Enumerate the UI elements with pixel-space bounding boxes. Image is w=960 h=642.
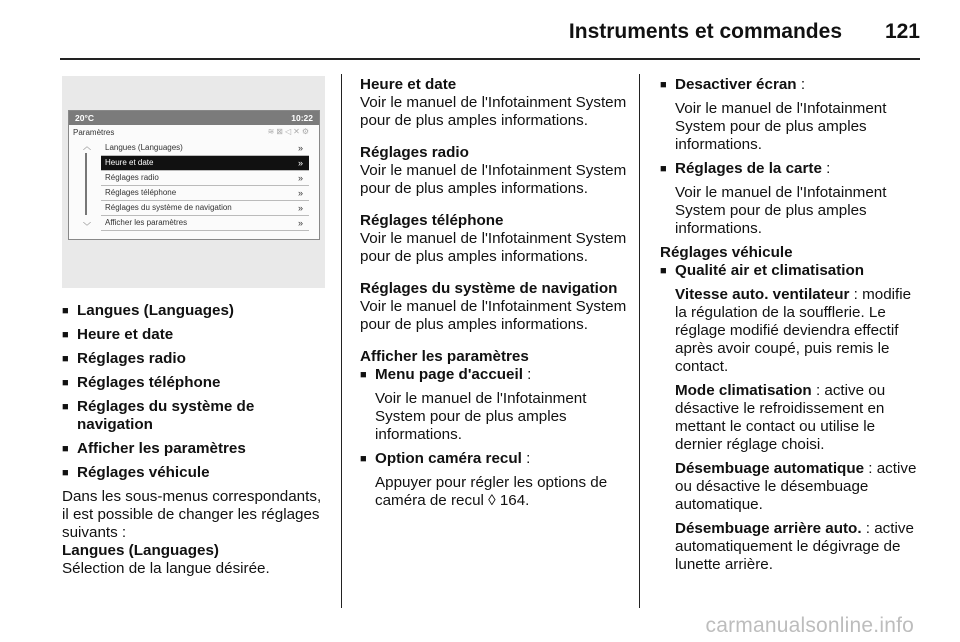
section-text: Voir le manuel de l'Infotainment System pour de plus amples informations.: [360, 162, 627, 197]
section-heading: Réglages véhicule: [660, 244, 793, 261]
menu-item[interactable]: [101, 216, 309, 231]
bullet-desc: Voir le manuel de l'Infotainment System pour de plus amples informations.: [675, 184, 887, 237]
section: [360, 280, 628, 334]
bullet-text: Réglages du système de navigation: [77, 398, 255, 433]
bullet-item: [62, 326, 326, 344]
chevron-right-icon: »: [297, 203, 303, 213]
menu-item-label: Afficher les paramètres: [105, 218, 188, 227]
setting-name: Mode climatisation: [675, 382, 812, 399]
menu-item-label: Réglages téléphone: [105, 188, 177, 197]
section-heading: Afficher les paramètres: [360, 348, 529, 365]
bullet-item: [62, 398, 326, 434]
menu-item[interactable]: [101, 201, 309, 216]
wifi-icon: ≋: [267, 127, 277, 136]
bullet-text: Réglages véhicule: [77, 464, 210, 481]
chevron-up-icon[interactable]: ︿: [83, 142, 91, 151]
volume-icon: ◁: [284, 127, 294, 136]
menu-item-label: Langues (Languages): [105, 143, 183, 152]
bullet-item: ■ Option caméra recul : Appuyer pour régler les options de caméra de recul ◊ 164.: [360, 450, 628, 510]
setting-name: Désembuage automatique: [675, 460, 865, 477]
bullet-item: [62, 350, 326, 368]
section: [360, 76, 628, 130]
chevron-right-icon: »: [297, 218, 303, 228]
header-rule: [60, 58, 920, 60]
setting-text: active automatiquement le dégivrage de lunette arrière.: [675, 520, 914, 573]
setting-entry: Désembuage automatique : active ou désactive le désembuage automatique.: [675, 460, 917, 513]
bullet-item: [62, 464, 326, 482]
chevron-right-icon: »: [297, 143, 303, 153]
settings-menu-list: [101, 141, 309, 231]
chevron-right-icon: »: [297, 173, 303, 183]
header-title: Instruments et commandes: [568, 20, 842, 43]
section: [360, 144, 628, 198]
section-text: Sélection de la langue désirée.: [62, 560, 270, 577]
setting-entry: Désembuage arrière auto. : active automatiquement le dégivrage de lunette arrière.: [675, 520, 914, 573]
setting-text: modifie la régulation de la soufflerie. Le réglage modifié deviendra effectif après avoir coupé, puis remis le contact.: [675, 286, 912, 375]
bullet-item: ■ Menu page d'accueil : Voir le manuel de l'Infotainment System pour de plus amples informations.: [360, 366, 628, 444]
settings-icon: ⚙: [301, 127, 311, 136]
column-divider: [341, 74, 342, 608]
bullet-item: [62, 302, 326, 320]
bluetooth-icon: ✕: [293, 127, 302, 136]
chevron-right-icon: »: [297, 188, 303, 198]
section-heading: Réglages téléphone: [360, 212, 504, 229]
menu-item[interactable]: [101, 171, 309, 186]
page-number: 121: [884, 20, 920, 43]
signal-icon: ⊠: [276, 127, 285, 136]
setting-entry: Mode climatisation : active ou désactive le refroidissement en mettant le contact ou utilise le dernier réglage choisi.: [675, 382, 886, 453]
page-header: [0, 0, 960, 60]
bullet-item: [660, 262, 926, 574]
bullet-desc: Voir le manuel de l'Infotainment System pour de plus amples informations.: [675, 100, 887, 153]
temperature-readout: 20°C: [75, 113, 94, 123]
section-heading: Réglages radio: [360, 144, 469, 161]
menu-item[interactable]: [101, 186, 309, 201]
bullet-title: Réglages de la carte: [675, 160, 822, 177]
column-1: [62, 302, 326, 578]
screen-scrollbar[interactable]: [83, 141, 89, 237]
infotainment-screen: [68, 110, 320, 240]
status-icons: [268, 127, 311, 136]
section-heading: Réglages du système de navigation: [360, 280, 618, 297]
setting-text: active ou désactive le refroidissement en mettant le contact ou utilise le dernier réglage choisi.: [675, 382, 886, 453]
bullet-text: Réglages téléphone: [77, 374, 221, 391]
chevron-right-icon: »: [297, 158, 303, 168]
bullet-title: Qualité air et climatisation: [675, 262, 865, 279]
column-2: [360, 76, 628, 516]
bullet-text: Afficher les paramètres: [77, 440, 246, 457]
bullet-item: [62, 440, 326, 458]
scrollbar-track[interactable]: [85, 153, 87, 215]
setting-entry: Vitesse auto. ventilateur : modifie la régulation de la soufflerie. Le réglage modifié deviendra effectif après avoir coupé, puis remis le contact.: [675, 286, 912, 375]
section-heading: Langues (Languages): [62, 542, 219, 559]
setting-name: Vitesse auto. ventilateur: [675, 286, 850, 303]
bullet-item: [62, 374, 326, 392]
time-readout: 10:22: [291, 113, 313, 123]
column-3: [660, 76, 926, 580]
screen-status-bar: [69, 111, 319, 125]
bullet-item: ■ Réglages de la carte : Voir le manuel de l'Infotainment System pour de plus amples informations.: [660, 160, 926, 238]
menu-item[interactable]: [101, 141, 309, 156]
menu-item-selected[interactable]: [101, 156, 309, 171]
column-divider: [639, 74, 640, 608]
bullet-item: ■ Desactiver écran : Voir le manuel de l'Infotainment System pour de plus amples informations.: [660, 76, 926, 154]
settings-screen-figure: [62, 76, 325, 288]
section-text: Voir le manuel de l'Infotainment System pour de plus amples informations.: [360, 94, 627, 129]
section-heading: Heure et date: [360, 76, 457, 93]
intro-paragraph: Dans les sous-menus correspondants, il est possible de changer les réglages suivants :: [62, 488, 322, 541]
watermark: carmanualsonline.info: [705, 614, 914, 637]
bullet-title: Desactiver écran: [675, 76, 797, 93]
menu-item-label: Réglages du système de navigation: [105, 203, 232, 212]
bullet-desc: Appuyer pour régler les options de caméra de recul ◊ 164.: [375, 474, 608, 509]
setting-text: active ou désactive le désembuage automatique.: [675, 460, 917, 513]
bullet-desc: Voir le manuel de l'Infotainment System pour de plus amples informations.: [375, 390, 587, 443]
chevron-down-icon[interactable]: ﹀: [83, 222, 91, 231]
bullet-text: Langues (Languages): [77, 302, 234, 319]
bullet-text: Réglages radio: [77, 350, 186, 367]
menu-item-label: Réglages radio: [105, 173, 159, 182]
section-text: Voir le manuel de l'Infotainment System pour de plus amples informations.: [360, 230, 627, 265]
bullet-text: Heure et date: [77, 326, 174, 343]
menu-item-label: Heure et date: [105, 158, 154, 167]
section: [360, 212, 628, 266]
section-text: Voir le manuel de l'Infotainment System pour de plus amples informations.: [360, 298, 627, 333]
setting-name: Désembuage arrière auto.: [675, 520, 862, 537]
bullet-title: Option caméra recul: [375, 450, 522, 467]
screen-title: Paramètres: [73, 128, 115, 137]
bullet-title: Menu page d'accueil: [375, 366, 523, 383]
